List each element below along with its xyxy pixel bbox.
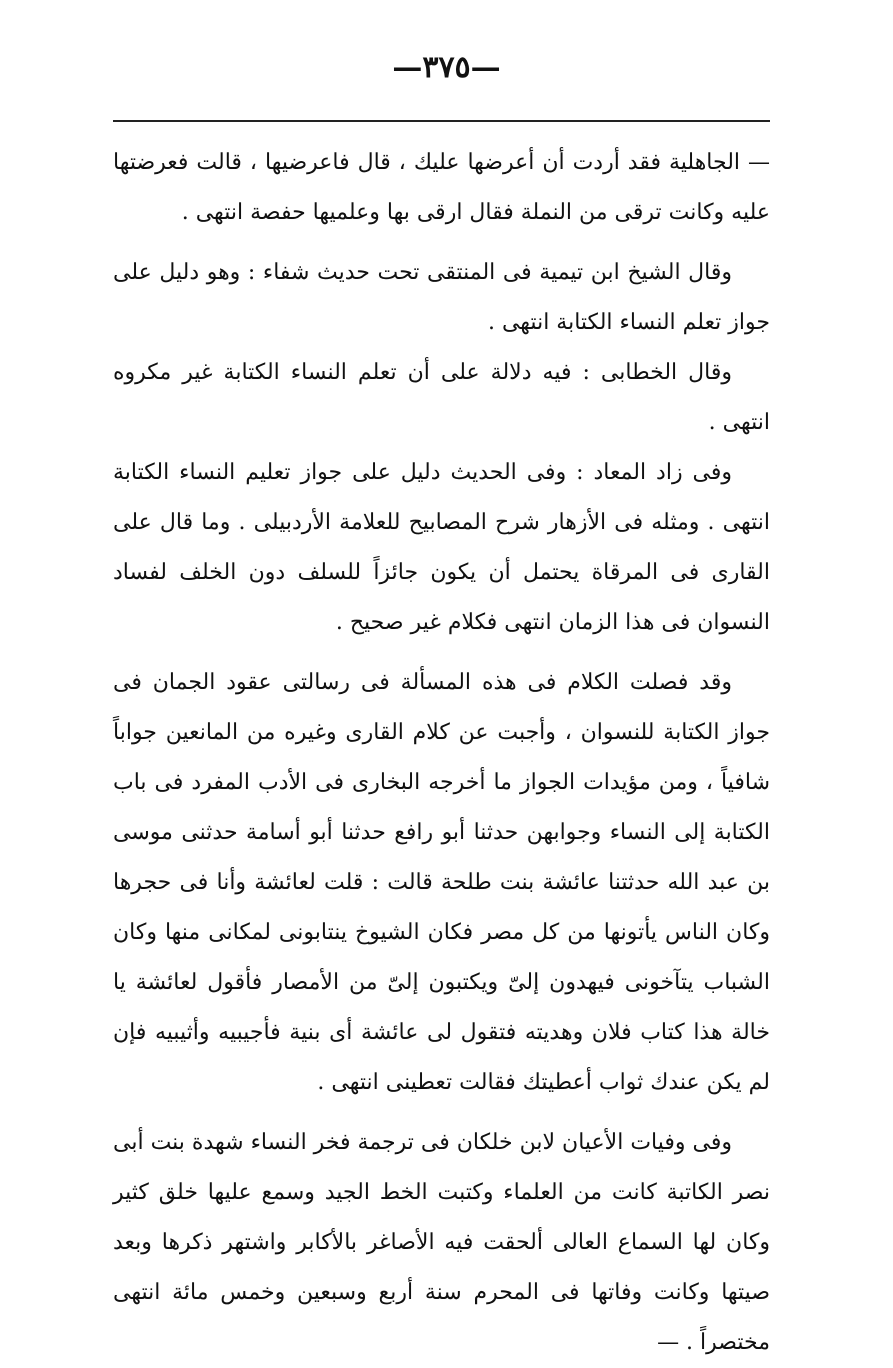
paragraph-3: وقال الخطابى : فيه دلالة على أن تعلم النساء الكتابة غير مكروه انتهى .: [113, 360, 770, 435]
paragraph-6: وفى وفيات الأعيان لابن خلكان فى ترجمة فخر النساء شهدة بنت أبى نصر الكاتبة كانت من العلماء وكتبت الخط الجيد وسمع عليها خلق كثير وكان لها السماع العالى ألحقت فيه الأصاغر بالأكابر واشتهر ذكرها وبعد صيتها وكانت وفاتها فى المحرم سنة أربع وسبعين وخمس مائة انتهى مختصراً . —: [113, 1130, 771, 1355]
page-number: —٣٧٥—: [392, 50, 501, 85]
header-rule: [113, 120, 770, 122]
paragraph-1: — الجاهلية فقد أردت أن أعرضها عليك ، قال فاعرضيها ، قالت فعرضتها عليه وكانت ترقى من النملة فقال ارقى بها وعلميها حفصة انتهى .: [113, 150, 770, 225]
paragraph-2: وقال الشيخ ابن تيمية فى المنتقى تحت حديث شفاء : وهو دليل على جواز تعلم النساء الكتابة انتهى .: [113, 260, 770, 335]
paragraph-5: وقد فصلت الكلام فى هذه المسألة فى رسالتى عقود الجمان فى جواز الكتابة للنسوان ، وأجبت عن كلام القارى وغيره من المانعين جواباً شافياً ، ومن مؤيدات الجواز ما أخرجه البخارى فى الأدب المفرد فى باب الكتابة إلى النساء وجوابهن حدثنا أبو رافع حدثنا أبو أسامة حدثنى موسى بن عبد الله حدثتنا عائشة بنت طلحة قالت : قلت لعائشة وأنا فى حجرها وكان الناس يأتونها من كل مصر فكان الشيوخ ينتابونى لمكانى منها وكان الشباب يتآخونى فيهدون إلىّ ويكتبون إلىّ من الأمصار فأقول لعائشة يا خالة هذا كتاب فلان وهديته فتقول لى عائشة أى بنية فأجيبيه وأثيبيه فإن لم يكن عندك ثواب أعطيتك فقالت تعطينى انتهى .: [113, 670, 770, 1095]
paragraph-4: وفى زاد المعاد : وفى الحديث دليل على جواز تعليم النساء الكتابة انتهى . ومثله فى الأزهار شرح المصابيح للعلامة الأردبيلى . وما قال على القارى فى المرقاة يحتمل أن يكون جائزاً للسلف دون الخلف لفساد النسوان فى هذا الزمان انتهى فكلام غير صحيح .: [113, 460, 770, 635]
body-text: [113, 138, 770, 1368]
